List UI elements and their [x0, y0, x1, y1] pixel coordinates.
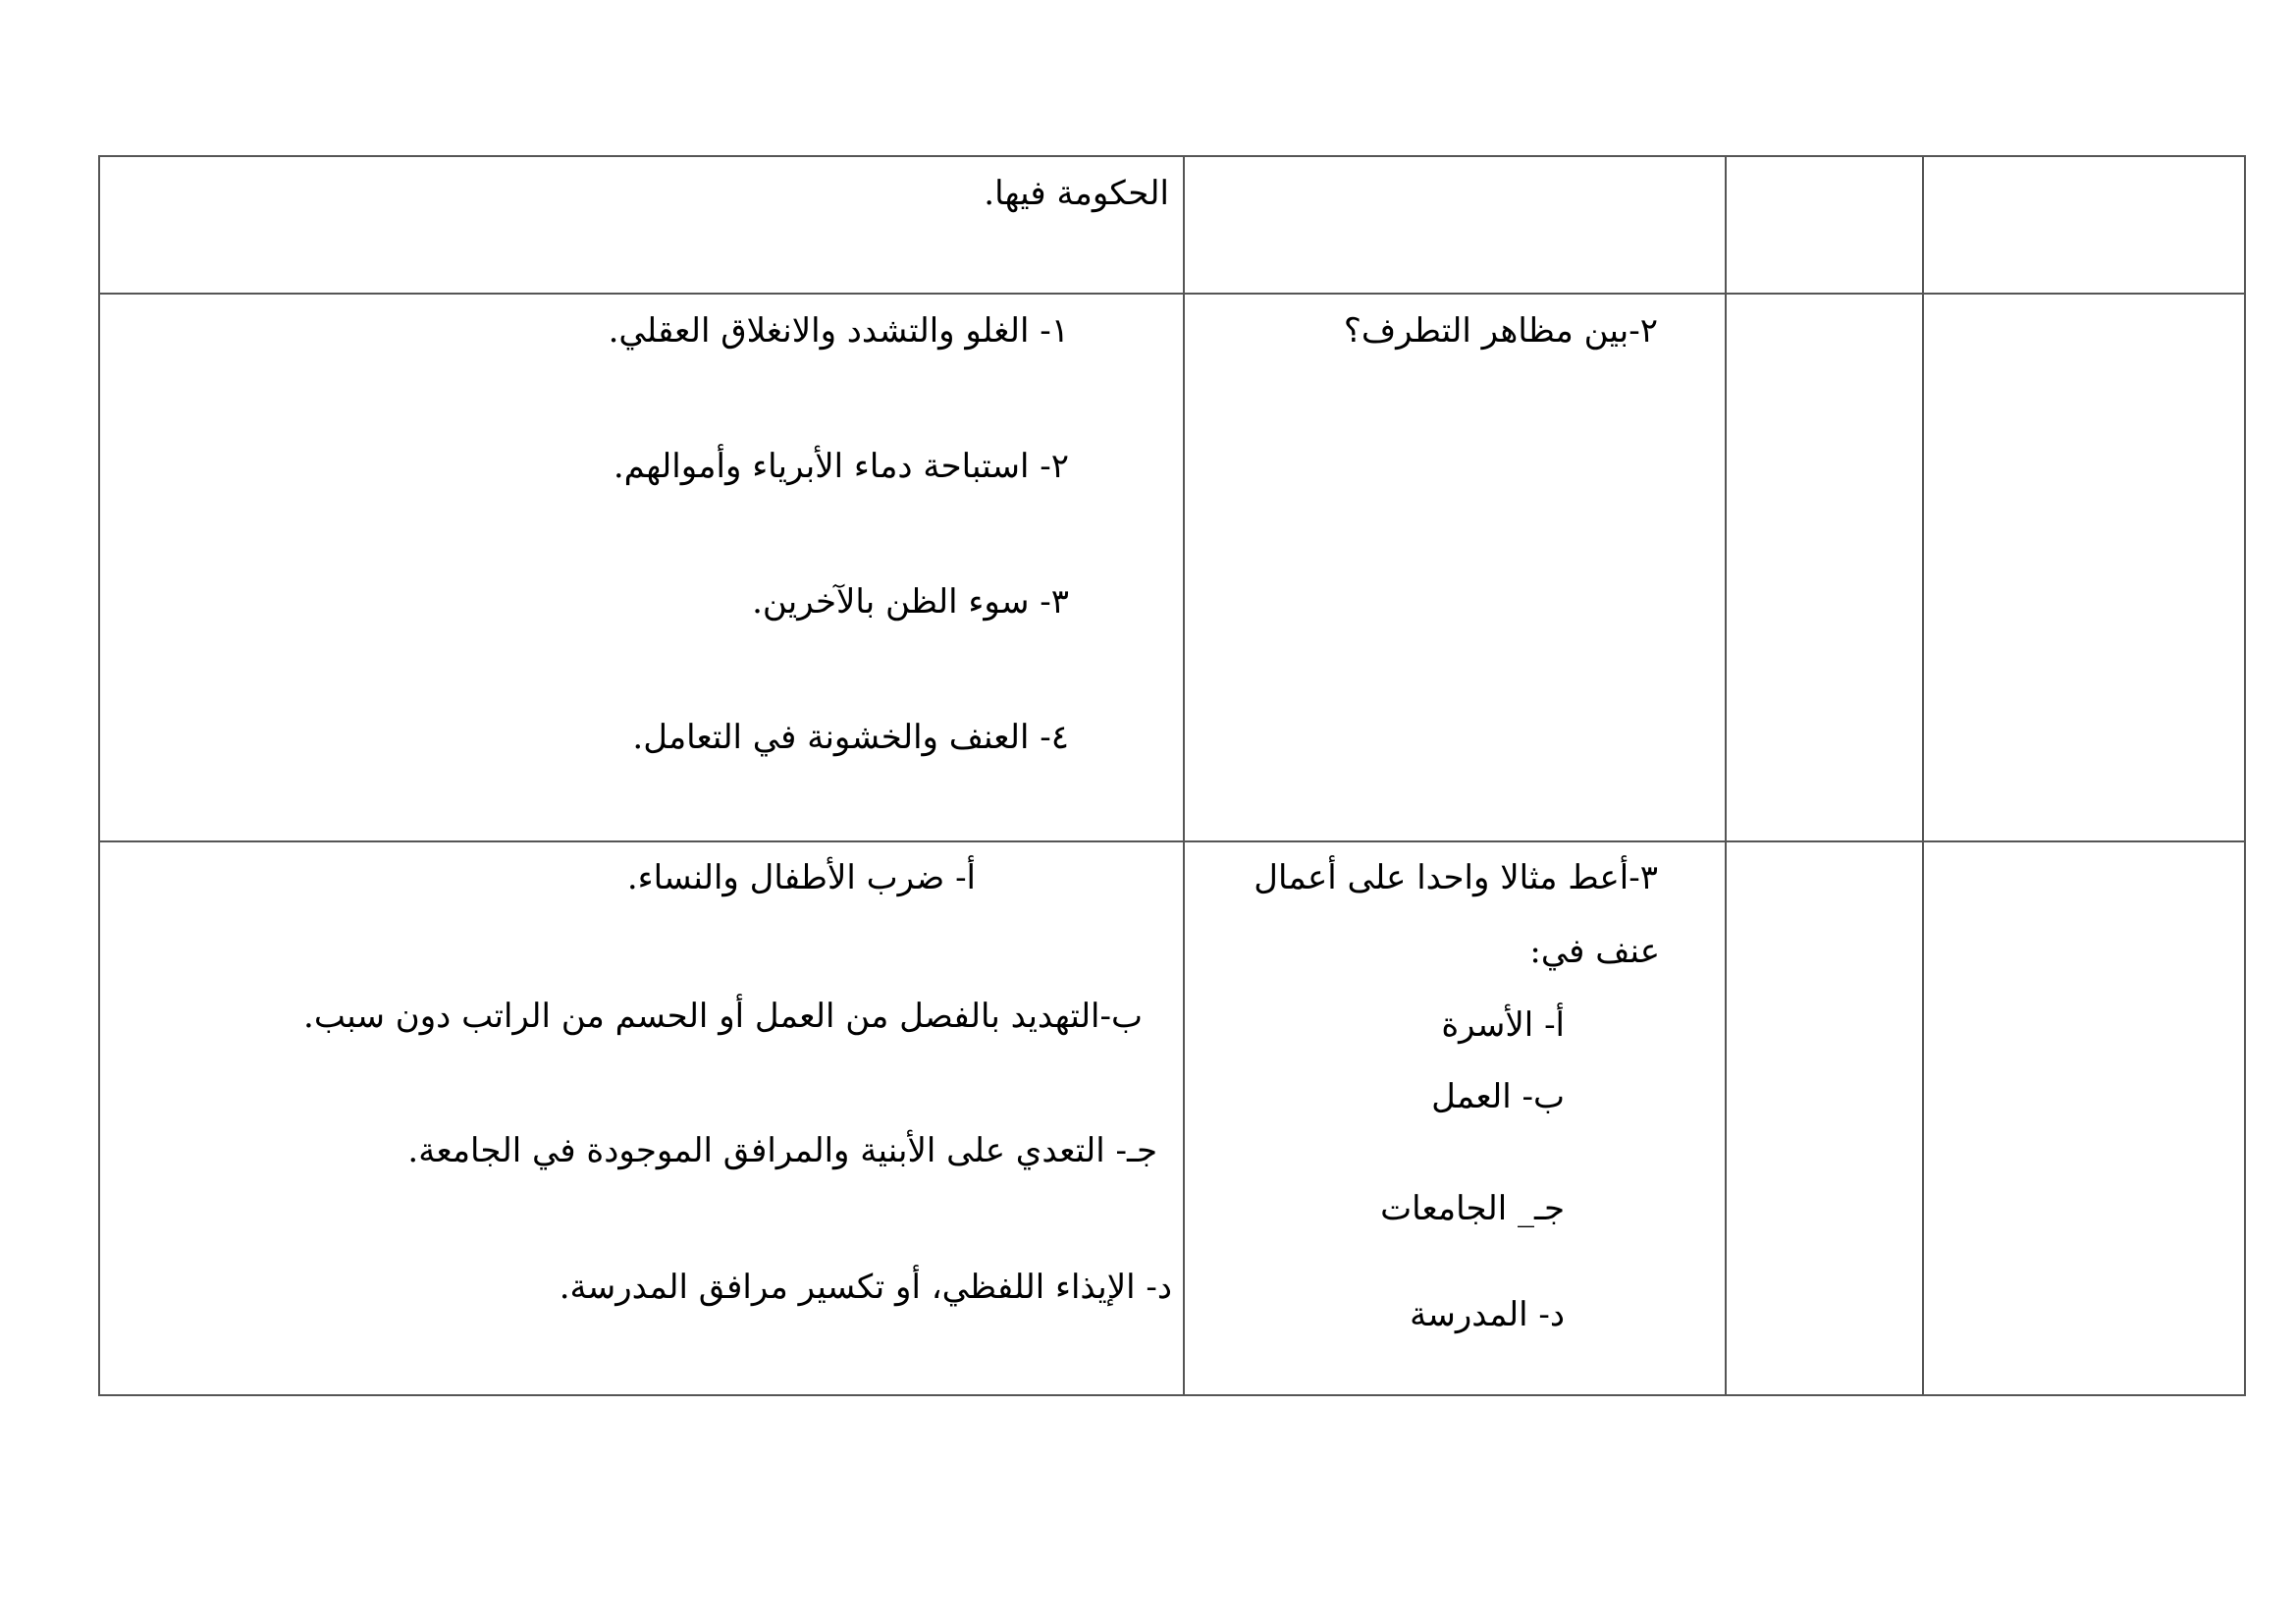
question-subitem: د- المدرسة — [1410, 1295, 1565, 1334]
column-divider-3 — [1922, 155, 1924, 1396]
question-line: ٢-بين مظاهر التطرف؟ — [1343, 311, 1658, 351]
table-border-left — [98, 155, 100, 1396]
answer-line: ٤- العنف والخشونة في التعامل. — [632, 718, 1069, 757]
answer-line: ٣- سوء الظن بالآخرين. — [752, 582, 1069, 622]
answer-line: ١- الغلو والتشدد والانغلاق العقلي. — [608, 311, 1069, 351]
table-border-right — [2244, 155, 2246, 1396]
question-subitem: جـ_ الجامعات — [1380, 1189, 1565, 1228]
answer-line: ٢- استباحة دماء الأبرياء وأموالهم. — [613, 447, 1069, 486]
column-divider-1 — [1183, 155, 1185, 1396]
question-line: ٣-أعط مثالا واحدا على أعمال — [1254, 858, 1658, 897]
answer-line: جـ- التعدي على الأبنية والمرافق الموجودة في الجامعة. — [407, 1131, 1157, 1170]
answer-line: د- الإيذاء اللفظي، أو تكسير مرافق المدرسة. — [559, 1268, 1172, 1307]
column-divider-2 — [1725, 155, 1727, 1396]
question-line: عنف في: — [1529, 932, 1660, 971]
answer-line: أ- ضرب الأطفال والنساء. — [626, 858, 976, 897]
question-subitem: أ- الأسرة — [1441, 1005, 1565, 1045]
answer-line: ب-التهديد بالفصل من العمل أو الحسم من الراتب دون سبب. — [303, 997, 1143, 1036]
answer-line: الحكومة فيها. — [984, 174, 1169, 213]
question-subitem: ب- العمل — [1431, 1077, 1565, 1116]
